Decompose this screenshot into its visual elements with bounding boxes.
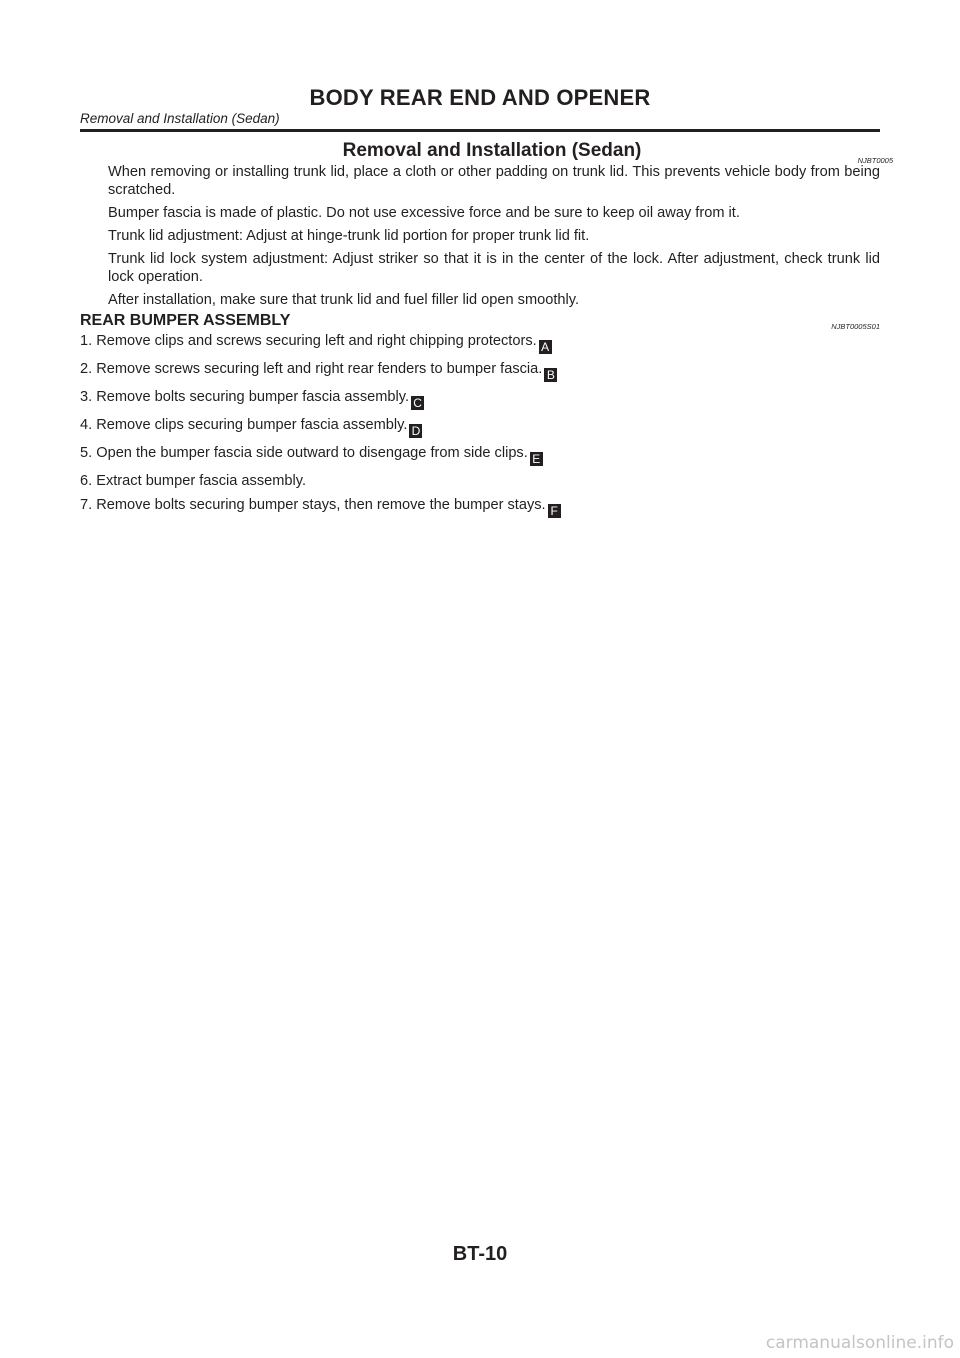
page-number: BT-10 xyxy=(452,1243,508,1265)
figure-ref-icon[interactable]: F xyxy=(548,504,561,518)
step-2 xyxy=(80,360,880,382)
header-title: BODY REAR END AND OPENER xyxy=(309,85,651,110)
section-removal-installation xyxy=(108,139,893,314)
watermark: carmanualsonline.info xyxy=(765,1333,954,1353)
step-6-text: 6. Extract bumper fascia assembly. xyxy=(80,473,307,489)
step-7 xyxy=(80,496,880,518)
step-4-text: 4. Remove clips securing bumper fascia assembly. xyxy=(80,417,408,433)
header-divider xyxy=(80,129,880,132)
figure-ref-icon[interactable]: C xyxy=(411,396,424,410)
step-4 xyxy=(80,416,880,438)
paragraph-2: Bumper fascia is made of plastic. Do not use excessive force and be sure to keep oil away from it. xyxy=(108,205,740,221)
paragraph-3: Trunk lid adjustment: Adjust at hinge-trunk lid portion for proper trunk lid fit. xyxy=(108,228,590,244)
page-header xyxy=(80,86,880,127)
section-code: NJBT0005 xyxy=(857,156,893,165)
paragraph-1: When removing or installing trunk lid, place a cloth or other padding on trunk lid. This prevents vehicle body from being scratched. xyxy=(108,164,880,198)
step-5-text: 5. Open the bumper fascia side outward to disengage from side clips. xyxy=(80,445,528,461)
figure-ref-icon[interactable]: E xyxy=(530,452,543,466)
step-5 xyxy=(80,444,880,466)
step-1-text: 1. Remove clips and screws securing left and right chipping protectors. xyxy=(80,333,537,349)
step-7-text: 7. Remove bolts securing bumper stays, then remove the bumper stays. xyxy=(80,497,546,513)
step-3 xyxy=(80,388,880,410)
subsection-rear-bumper-assembly xyxy=(80,310,880,524)
paragraph-5: After installation, make sure that trunk lid and fuel filler lid open smoothly. xyxy=(108,292,580,308)
step-6 xyxy=(80,472,880,490)
subsection-title: REAR BUMPER ASSEMBLY xyxy=(80,312,291,329)
subsection-code: NJBT0005S01 xyxy=(831,322,880,331)
subsection-title-row xyxy=(80,310,880,331)
section-title: Removal and Installation (Sedan) xyxy=(342,140,642,161)
figure-ref-icon[interactable]: D xyxy=(409,424,422,438)
header-subtitle: Removal and Installation (Sedan) xyxy=(80,111,280,126)
section-title-row xyxy=(108,139,893,165)
step-1 xyxy=(80,332,880,354)
figure-ref-icon[interactable]: A xyxy=(539,340,552,354)
step-3-text: 3. Remove bolts securing bumper fascia assembly. xyxy=(80,389,410,405)
step-2-text: 2. Remove screws securing left and right rear fenders to bumper fascia. xyxy=(80,361,543,377)
figure-ref-icon[interactable]: B xyxy=(544,368,557,382)
paragraph-4: Trunk lid lock system adjustment: Adjust striker so that it is in the center of the lock. After adjustment, check trunk lid lock operation. xyxy=(108,251,880,285)
step-list xyxy=(80,332,880,518)
